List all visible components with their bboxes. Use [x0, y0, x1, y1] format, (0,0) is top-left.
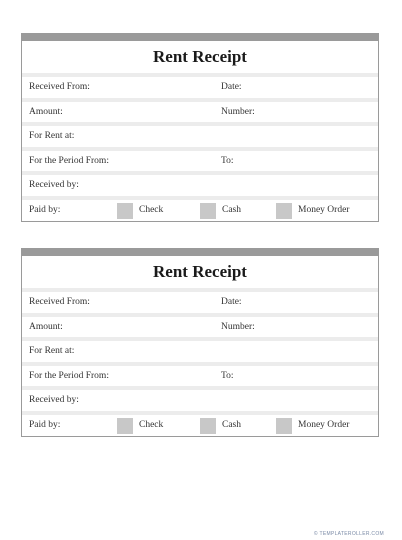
row-amount: [22, 313, 378, 338]
received-from-label: Received From:: [29, 82, 90, 92]
received-by-label: Received by:: [29, 395, 79, 406]
footer-watermark: © TEMPLATEROLLER.COM: [313, 531, 384, 537]
cash-checkbox[interactable]: [200, 203, 216, 219]
number-label: Number:: [221, 106, 255, 117]
date-label: Date:: [221, 297, 242, 307]
rent-receipt-2: [21, 248, 379, 437]
to-label: To:: [221, 370, 234, 381]
amount-label: Amount:: [29, 321, 63, 332]
number-label: Number:: [221, 321, 255, 332]
row-period: [22, 147, 378, 172]
receipt-title: Rent Receipt: [153, 47, 247, 66]
received-by-label: Received by:: [29, 180, 79, 191]
date-label: Date:: [221, 82, 242, 92]
paid-by-label: Paid by:: [29, 419, 61, 430]
row-received-by: [22, 386, 378, 411]
to-label: To:: [221, 155, 234, 166]
row-received-by: [22, 171, 378, 196]
money-order-option-label: Money Order: [298, 419, 350, 430]
check-option-label: Check: [139, 419, 164, 430]
paid-by-label: Paid by:: [29, 204, 61, 215]
for-rent-at-label: For Rent at:: [29, 131, 75, 142]
money-order-checkbox[interactable]: [276, 203, 292, 219]
row-for-rent-at: [22, 122, 378, 147]
row-for-rent-at: [22, 337, 378, 362]
cash-checkbox[interactable]: [200, 418, 216, 434]
cash-option-label: Cash: [222, 419, 241, 430]
amount-label: Amount:: [29, 106, 63, 117]
row-amount: [22, 98, 378, 123]
row-paid-by: [22, 411, 378, 436]
receipt-title: Rent Receipt: [153, 262, 247, 281]
receipt-top-bar: [22, 34, 378, 41]
received-from-label: Received From:: [29, 297, 90, 307]
row-received-from: [22, 73, 378, 98]
row-paid-by: [22, 196, 378, 221]
period-from-label: For the Period From:: [29, 370, 109, 381]
check-option-label: Check: [139, 204, 164, 215]
rent-receipt-1: [21, 33, 379, 222]
row-period: [22, 362, 378, 387]
check-checkbox[interactable]: [117, 203, 133, 219]
cash-option-label: Cash: [222, 204, 241, 215]
receipt-top-bar: [22, 249, 378, 256]
money-order-option-label: Money Order: [298, 204, 350, 215]
period-from-label: For the Period From:: [29, 155, 109, 166]
check-checkbox[interactable]: [117, 418, 133, 434]
money-order-checkbox[interactable]: [276, 418, 292, 434]
row-received-from: [22, 288, 378, 313]
for-rent-at-label: For Rent at:: [29, 346, 75, 357]
